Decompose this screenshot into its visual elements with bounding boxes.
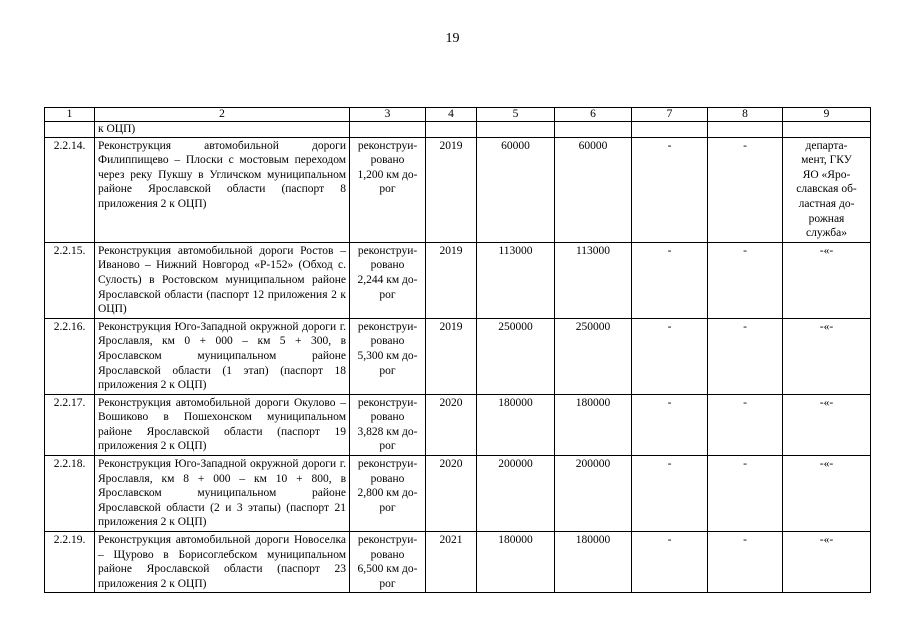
cell-year: 2020 xyxy=(426,394,477,455)
cell-col8: - xyxy=(708,456,783,532)
cell-regional: 60000 xyxy=(555,137,632,242)
cell-col7: - xyxy=(632,394,708,455)
cell-col7: - xyxy=(632,318,708,394)
cell-number: 2.2.15. xyxy=(45,242,95,318)
cell-regional: 113000 xyxy=(555,242,632,318)
cell-year: 2019 xyxy=(426,242,477,318)
col-header-1: 1 xyxy=(45,108,95,122)
table-row xyxy=(45,137,871,242)
cell-year: 2019 xyxy=(426,318,477,394)
table-row xyxy=(45,456,871,532)
cell-result-text: реконструи- ровано 3,828 км до- рог xyxy=(357,396,418,453)
col-header-6: 6 xyxy=(555,108,632,122)
cell-regional xyxy=(555,122,632,138)
cell-executor-text: -«- xyxy=(819,458,834,471)
cell-total: 60000 xyxy=(477,137,555,242)
header-row xyxy=(45,108,871,122)
cell-regional: 250000 xyxy=(555,318,632,394)
cell-result xyxy=(350,456,426,532)
col-header-7: 7 xyxy=(632,108,708,122)
table-row xyxy=(45,242,871,318)
cell-result xyxy=(350,394,426,455)
cell-result-text: реконструи- ровано 5,300 км до- рог xyxy=(357,320,418,377)
cell-executor-text: -«- xyxy=(819,320,834,333)
page-number: 19 xyxy=(445,31,460,46)
cell-total: 180000 xyxy=(477,532,555,593)
cell-year: 2020 xyxy=(426,456,477,532)
table-row xyxy=(45,532,871,593)
cell-executor-text: департа- мент, ГКУ ЯО «Яро- славская об- ластная до- рожная служба» xyxy=(796,139,857,240)
cell-number: 2.2.18. xyxy=(45,456,95,532)
cell-executor xyxy=(783,318,871,394)
cell-total: 113000 xyxy=(477,242,555,318)
cell-col7 xyxy=(632,122,708,138)
col-header-3: 3 xyxy=(350,108,426,122)
cell-activity: Реконструкция автомобильной дороги Окулово – Вошиково в Пошехонском муниципальном районе Ярославской области (паспорт 19 приложения 2 к ОЦП) xyxy=(95,394,350,455)
cell-activity: Реконструкция Юго-Западной окружной дороги г. Ярославля, км 8 + 000 – км 10 + 800, в Ярославском муниципальном районе Ярославской области (2 и 3 этапы) (паспорт 21 приложения 2 к ОЦП) xyxy=(95,456,350,532)
cell-number: 2.2.14. xyxy=(45,137,95,242)
cell-col7: - xyxy=(632,137,708,242)
col-header-4: 4 xyxy=(426,108,477,122)
cell-executor xyxy=(783,456,871,532)
cell-col8: - xyxy=(708,242,783,318)
cell-col7: - xyxy=(632,456,708,532)
cell-regional: 200000 xyxy=(555,456,632,532)
cell-executor xyxy=(783,532,871,593)
cell-executor xyxy=(783,242,871,318)
cell-result-text: реконструи- ровано 6,500 км до- рог xyxy=(357,534,418,590)
cell-col8 xyxy=(708,122,783,138)
cell-col8: - xyxy=(708,137,783,242)
cell-result-text: реконструи- ровано 2,800 км до- рог xyxy=(357,458,418,514)
cell-executor xyxy=(783,394,871,455)
cell-activity: Реконструкция автомобильной дороги Филиппищево – Плоски с мостовым переходом через реку Пукшу в Угличском муниципальном районе Ярославской области (паспорт 8 приложения 2 к ОЦП) xyxy=(95,137,350,242)
program-activities-table xyxy=(44,107,871,593)
cell-regional: 180000 xyxy=(555,532,632,593)
cell-number xyxy=(45,122,95,138)
cell-number: 2.2.17. xyxy=(45,394,95,455)
cell-year: 2021 xyxy=(426,532,477,593)
cell-total xyxy=(477,122,555,138)
cell-activity: Реконструкция Юго-Западной окружной дороги г. Ярославля, км 0 + 000 – км 5 + 300, в Ярославском муниципальном районе Ярославской области (1 этап) (паспорт 18 приложения 2 к ОЦП) xyxy=(95,318,350,394)
table-row xyxy=(45,394,871,455)
cell-year: 2019 xyxy=(426,137,477,242)
cell-activity: Реконструкция автомобильной дороги Новоселка – Щурово в Борисоглебском муниципальном районе Ярославской области (паспорт 23 приложения 2 к ОЦП) xyxy=(95,532,350,593)
cell-result xyxy=(350,137,426,242)
col-header-8: 8 xyxy=(708,108,783,122)
cell-col8: - xyxy=(708,394,783,455)
cell-executor xyxy=(783,137,871,242)
cell-activity: к ОЦП) xyxy=(95,122,350,138)
cell-col7: - xyxy=(632,242,708,318)
cell-activity: Реконструкция автомобильной дороги Ростов – Иваново – Нижний Новгород «Р-152» (Обход с. Сулость) в Ростовском муниципальном районе Ярославской области (паспорт 12 приложения 2 к ОЦП) xyxy=(95,242,350,318)
col-header-5: 5 xyxy=(477,108,555,122)
cell-total: 180000 xyxy=(477,394,555,455)
cell-result-text: реконструи- ровано 2,244 км до- рог xyxy=(357,244,418,301)
cell-col8: - xyxy=(708,318,783,394)
cell-col7: - xyxy=(632,532,708,593)
cell-total: 250000 xyxy=(477,318,555,394)
cell-col8: - xyxy=(708,532,783,593)
cell-total: 200000 xyxy=(477,456,555,532)
continuation-row xyxy=(45,122,871,138)
cell-result xyxy=(350,242,426,318)
cell-result xyxy=(350,532,426,593)
cell-executor-text: -«- xyxy=(819,396,834,409)
cell-year xyxy=(426,122,477,138)
cell-number: 2.2.16. xyxy=(45,318,95,394)
col-header-2: 2 xyxy=(95,108,350,122)
cell-executor-text: -«- xyxy=(819,534,834,547)
table-row xyxy=(45,318,871,394)
cell-result xyxy=(350,318,426,394)
cell-executor-text: -«- xyxy=(819,244,834,257)
col-header-9: 9 xyxy=(783,108,871,122)
cell-result-text: реконструи- ровано 1,200 км до- рог xyxy=(357,139,418,196)
cell-executor xyxy=(783,122,871,138)
cell-result xyxy=(350,122,426,138)
cell-number: 2.2.19. xyxy=(45,532,95,593)
cell-regional: 180000 xyxy=(555,394,632,455)
